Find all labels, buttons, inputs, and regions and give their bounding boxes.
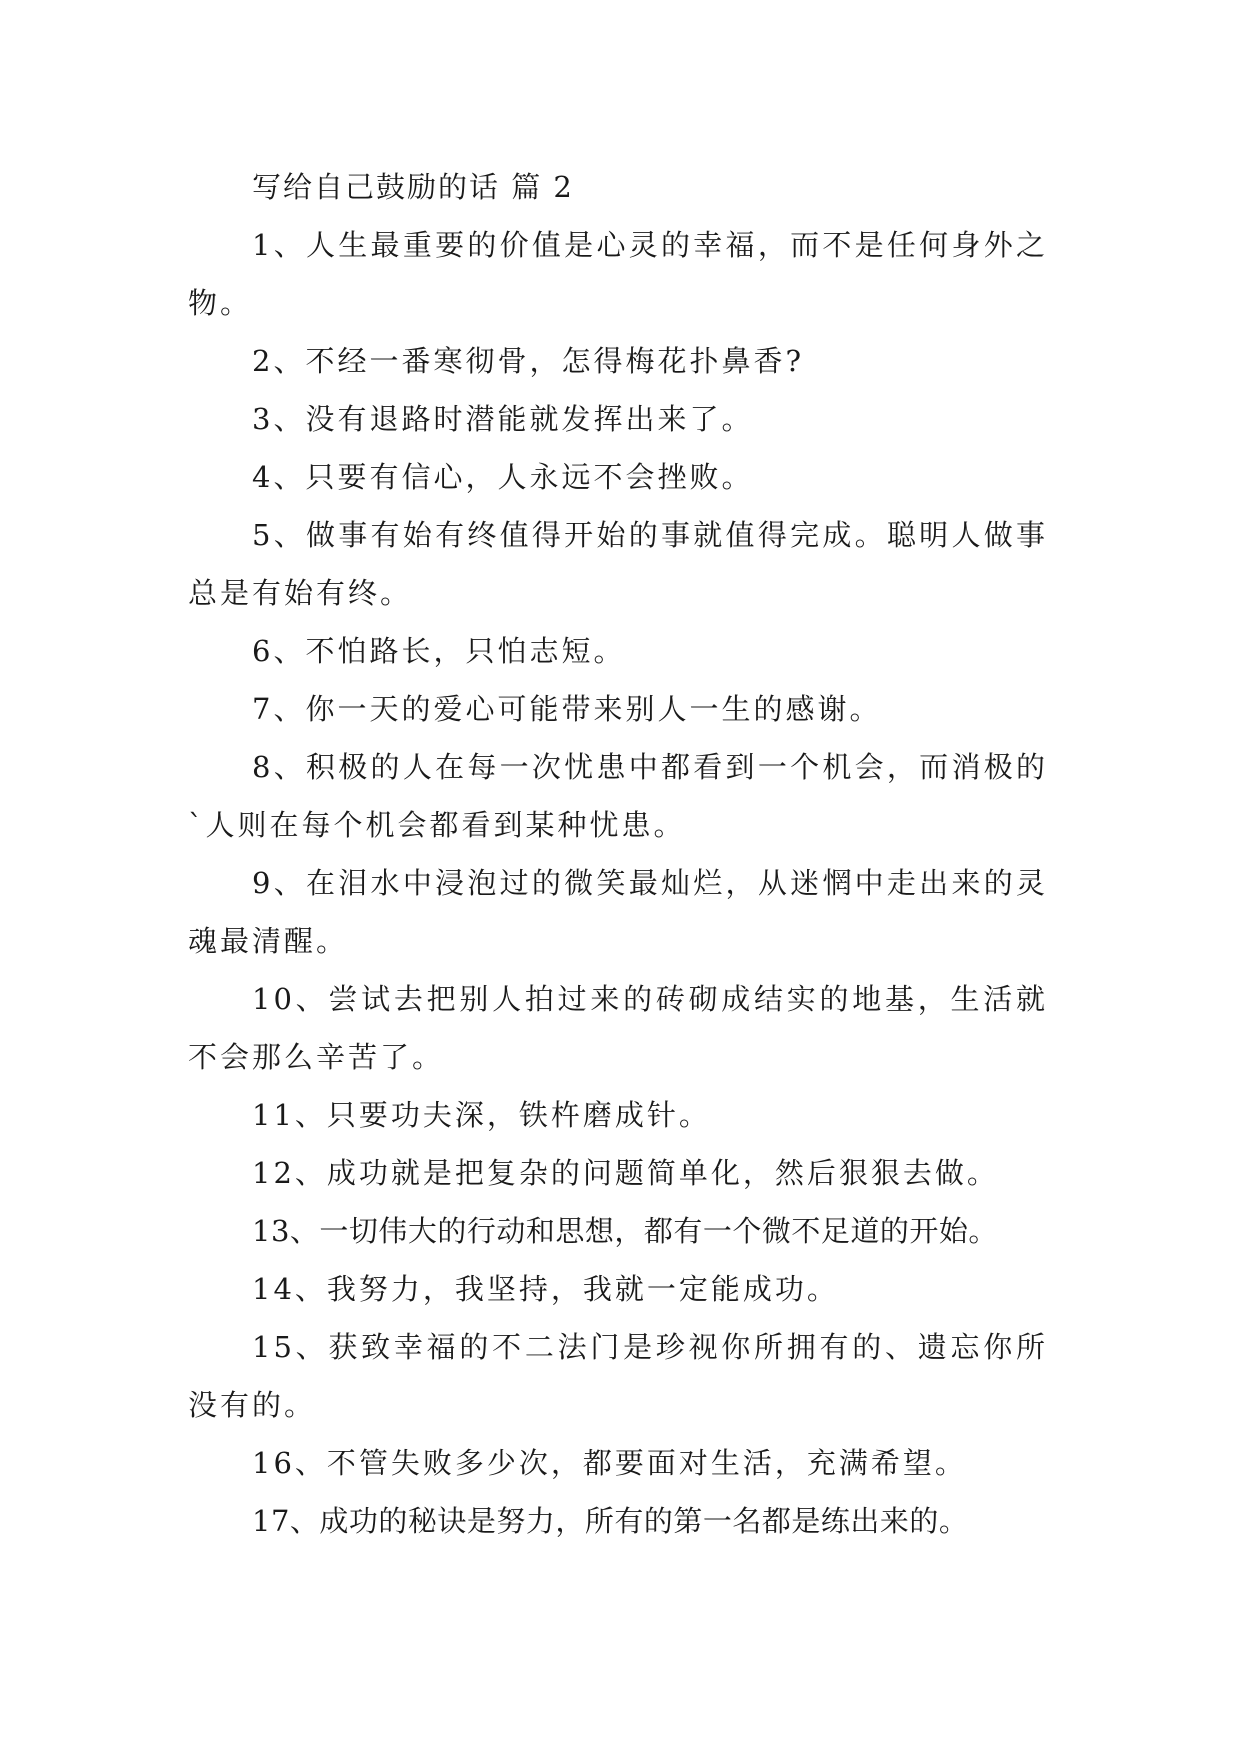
quote-item-3: 3、没有退路时潜能就发挥出来了。 (252, 402, 754, 436)
quote-item-16: 16、不管失败多少次，都要面对生活，充满希望。 (252, 1446, 967, 1480)
quote-item-9: 9、在泪水中浸泡过的微笑最灿烂，从迷惘中走出来的灵魂最清醒。 (188, 866, 1048, 958)
quote-item-12: 12、成功就是把复杂的问题简单化，然后狠狠去做。 (252, 1156, 999, 1190)
quote-item-2: 2、不经一番寒彻骨，怎得梅花扑鼻香? (252, 344, 804, 378)
quote-item-15: 15、获致幸福的不二法门是珍视你所拥有的、遗忘你所没有的。 (188, 1330, 1048, 1422)
quote-item-5: 5、做事有始有终值得开始的事就值得完成。聪明人做事总是有始有终。 (188, 518, 1048, 610)
quote-item-14: 14、我努力，我坚持，我就一定能成功。 (252, 1272, 839, 1306)
quote-item-4: 4、只要有信心，人永远不会挫败。 (252, 460, 754, 494)
quote-item-8: 8、积极的人在每一次忧患中都看到一个机会，而消极的`人则在每个机会都看到某种忧患。 (188, 750, 1048, 842)
document-title: 写给自己鼓励的话 篇 2 (252, 170, 574, 204)
document-body (188, 158, 1048, 1550)
quote-list (188, 216, 1048, 1550)
quote-item-10: 10、尝试去把别人拍过来的砖砌成结实的地基，生活就不会那么辛苦了。 (188, 982, 1048, 1074)
quote-item-6: 6、不怕路长，只怕志短。 (252, 634, 626, 668)
quote-item-17: 17、成功的秘诀是努力，所有的第一名都是练出来的。 (252, 1504, 969, 1538)
quote-item-11: 11、只要功夫深，铁杵磨成针。 (252, 1098, 711, 1132)
quote-item-13: 13、一切伟大的行动和思想，都有一个微不足道的开始。 (252, 1214, 998, 1248)
quote-item-1: 1、人生最重要的价值是心灵的幸福，而不是任何身外之物。 (188, 228, 1048, 320)
quote-item-7: 7、你一天的爱心可能带来别人一生的感谢。 (252, 692, 882, 726)
